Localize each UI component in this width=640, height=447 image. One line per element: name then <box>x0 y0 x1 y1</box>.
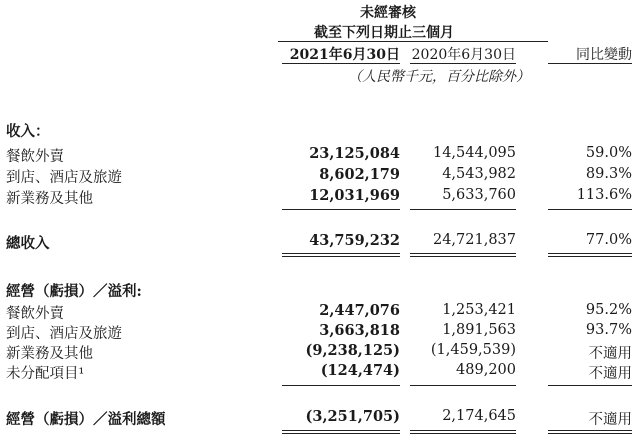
row-current: 8,602,179 <box>319 166 400 183</box>
table-row <box>0 166 640 186</box>
total-revenue-row <box>0 232 640 252</box>
row-prior: (1,459,539) <box>430 342 516 358</box>
total-operating-current: (3,251,705) <box>305 408 400 425</box>
rule-under-current <box>282 63 400 64</box>
col-header-prior: 2020年6月30日 <box>411 47 516 63</box>
total-operating-row <box>0 408 640 428</box>
row-prior: 5,633,760 <box>442 187 516 203</box>
total-revenue-change: 77.0% <box>585 232 632 248</box>
row-change: 113.6% <box>576 187 632 203</box>
op-double-rule-current-a <box>282 430 400 431</box>
row-current: (9,238,125) <box>305 342 400 359</box>
row-change: 89.3% <box>585 166 632 182</box>
op-subtotal-rule-current <box>282 385 400 386</box>
double-rule-current-b <box>282 256 400 257</box>
row-change: 95.2% <box>585 302 632 318</box>
op-double-rule-change-a <box>548 430 632 431</box>
double-rule-change-a <box>548 253 632 254</box>
row-current: 23,125,084 <box>309 145 400 162</box>
row-change: 59.0% <box>585 145 632 161</box>
row-label: 未分配項目¹ <box>6 366 85 382</box>
double-rule-prior-a <box>410 253 516 254</box>
row-current: 12,031,969 <box>309 187 400 204</box>
table-row <box>0 187 640 207</box>
header-rule-top <box>278 41 548 42</box>
col-header-change: 同比變動 <box>576 47 632 63</box>
header-line-1: 未經審核 <box>360 5 416 21</box>
subtotal-rule-change <box>548 209 632 210</box>
total-revenue-label: 總收入 <box>6 235 50 252</box>
row-prior: 1,253,421 <box>442 302 516 318</box>
op-double-rule-change-b <box>548 433 632 434</box>
rule-under-change <box>548 63 632 64</box>
double-rule-current-a <box>282 253 400 254</box>
row-label: 到店、酒店及旅遊 <box>6 170 122 186</box>
op-double-rule-prior-b <box>410 433 516 434</box>
col-header-current: 2021年6月30日 <box>289 47 400 63</box>
total-revenue-current: 43,759,232 <box>309 232 400 249</box>
row-change: 不適用 <box>588 346 632 362</box>
revenue-title: 收入： <box>6 123 50 140</box>
row-current: 2,447,076 <box>319 302 400 319</box>
row-change: 不適用 <box>588 366 632 382</box>
row-change: 93.7% <box>585 322 632 338</box>
table-row <box>0 362 640 382</box>
header-line-2: 截至下列日期止三個月 <box>314 25 454 41</box>
total-revenue-prior: 24,721,837 <box>432 232 516 248</box>
total-operating-prior: 2,174,645 <box>442 408 516 424</box>
row-current: 3,663,818 <box>319 322 400 339</box>
double-rule-prior-b <box>410 256 516 257</box>
row-label: 餐飲外賣 <box>6 149 64 165</box>
row-label: 新業務及其他 <box>6 346 93 362</box>
subtotal-rule-current <box>282 209 400 210</box>
row-prior: 14,544,095 <box>432 145 516 161</box>
op-double-rule-current-b <box>282 433 400 434</box>
total-operating-change: 不適用 <box>588 412 632 428</box>
table-row <box>0 302 640 322</box>
op-double-rule-prior-a <box>410 430 516 431</box>
unit-note: （人民幣千元，百分比除外） <box>348 69 530 85</box>
table-row <box>0 322 640 342</box>
row-label: 新業務及其他 <box>6 191 93 207</box>
row-current: (124,474) <box>320 362 400 379</box>
table-row <box>0 145 640 165</box>
double-rule-change-b <box>548 256 632 257</box>
op-subtotal-rule-change <box>548 385 632 386</box>
rule-under-prior <box>410 63 516 64</box>
row-label: 到店、酒店及旅遊 <box>6 326 122 342</box>
op-subtotal-rule-prior <box>410 385 516 386</box>
table-row <box>0 342 640 362</box>
row-label: 餐飲外賣 <box>6 306 64 322</box>
total-operating-label: 經營（虧損）／溢利總額 <box>6 411 166 428</box>
row-prior: 4,543,982 <box>442 166 516 182</box>
subtotal-rule-prior <box>410 209 516 210</box>
row-prior: 1,891,563 <box>442 322 516 338</box>
operating-title: 經營（虧損）／溢利: <box>6 283 142 300</box>
row-prior: 489,200 <box>456 362 516 378</box>
